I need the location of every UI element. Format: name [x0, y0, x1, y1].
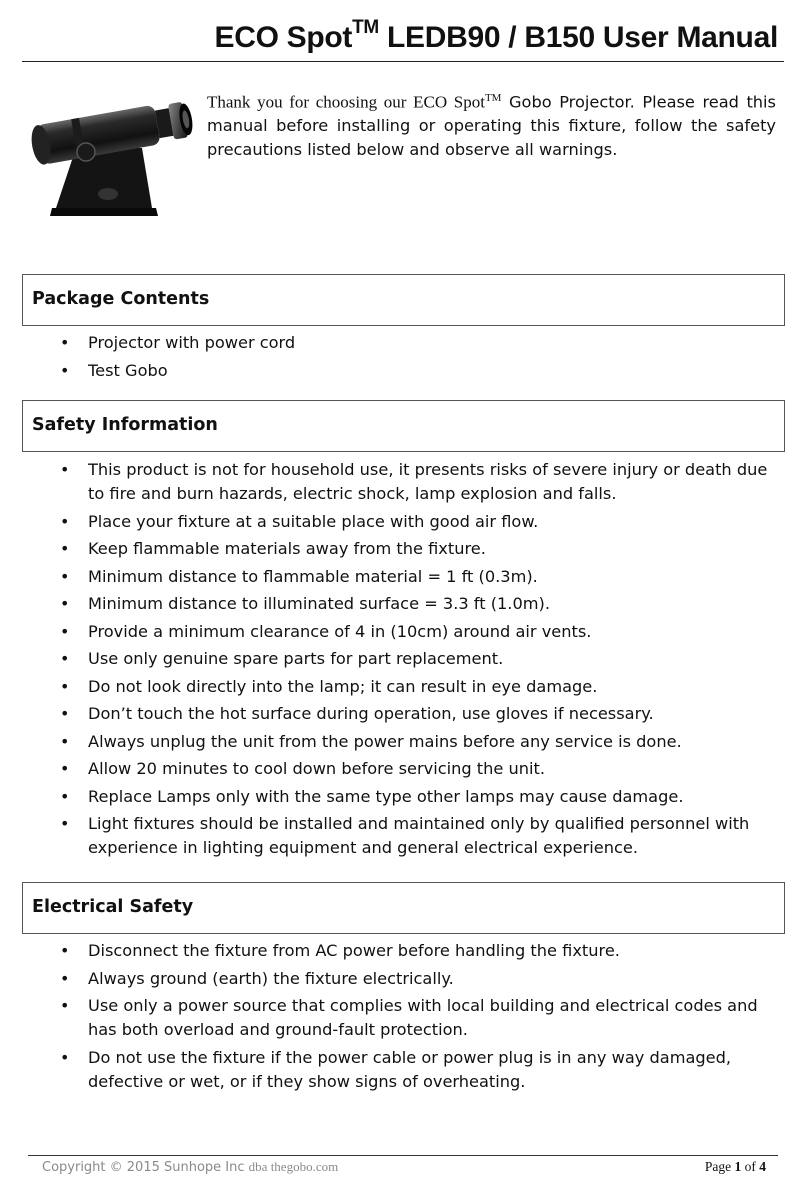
- page-number: Page 1 of 4: [704, 1159, 766, 1174]
- list-item: • Always ground (earth) the fixture electrically.: [60, 967, 776, 991]
- footer-divider: [28, 1155, 778, 1156]
- list-item: • Do not use the fixture if the power cable or power plug is in any way damaged, defective or wet, or if they show signs of overheating.: [60, 1046, 776, 1094]
- list-item: • Minimum distance to flammable material = 1 ft (0.3m).: [60, 565, 776, 589]
- list-item: • Use only genuine spare parts for part replacement.: [60, 647, 776, 671]
- list-item: • Always unplug the unit from the power mains before any service is done.: [60, 730, 776, 754]
- electrical-safety-header: [22, 882, 785, 934]
- section-title: Electrical Safety: [32, 897, 194, 917]
- list-item: • This product is not for household use, it presents risks of severe injury or death due to fire and burn hazards, electric shock, lamp explosion and falls.: [60, 458, 776, 506]
- safety-information-list: [60, 458, 776, 864]
- list-item: • Replace Lamps only with the same type other lamps may cause damage.: [60, 785, 776, 809]
- package-contents-list: [60, 331, 776, 386]
- intro-paragraph: Thank you for choosing our ECO Spot™ Gobo Projector. Please read this manual before installing or operating this fixture, follow the safety precautions listed below and observe all warnings.: [207, 92, 776, 160]
- list-item: • Minimum distance to illuminated surface = 3.3 ft (1.0m).: [60, 592, 776, 616]
- section-title: Package Contents: [32, 289, 210, 309]
- list-item: • Place your fixture at a suitable place with good air flow.: [60, 510, 776, 534]
- title-bar: [22, 14, 784, 62]
- page-title: ECO Spot™ LEDB90 / B150 User Manual: [214, 17, 778, 54]
- section-title: Safety Information: [32, 415, 218, 435]
- list-item: • Do not look directly into the lamp; it can result in eye damage.: [60, 675, 776, 699]
- safety-information-header: [22, 400, 785, 452]
- list-item: • Projector with power cord: [60, 331, 776, 355]
- package-contents-header: [22, 274, 785, 326]
- electrical-safety-list: [60, 939, 776, 1097]
- list-item: • Test Gobo: [60, 359, 776, 383]
- list-item: • Light fixtures should be installed and maintained only by qualified personnel with experience in lighting equipment and general electrical experience.: [60, 812, 776, 860]
- list-item: • Keep flammable materials away from the fixture.: [60, 537, 776, 561]
- list-item: • Provide a minimum clearance of 4 in (10cm) around air vents.: [60, 620, 776, 644]
- projector-image: [24, 72, 202, 222]
- list-item: • Disconnect the fixture from AC power before handling the fixture.: [60, 939, 776, 963]
- list-item: • Use only a power source that complies with local building and electrical codes and has both overload and ground-fault protection.: [60, 994, 776, 1042]
- list-item: • Don’t touch the hot surface during operation, use gloves if necessary.: [60, 702, 776, 726]
- footer-copyright: Copyright © 2015 Sunhope Inc dba thegobo.com: [42, 1159, 339, 1175]
- list-item: • Allow 20 minutes to cool down before servicing the unit.: [60, 757, 776, 781]
